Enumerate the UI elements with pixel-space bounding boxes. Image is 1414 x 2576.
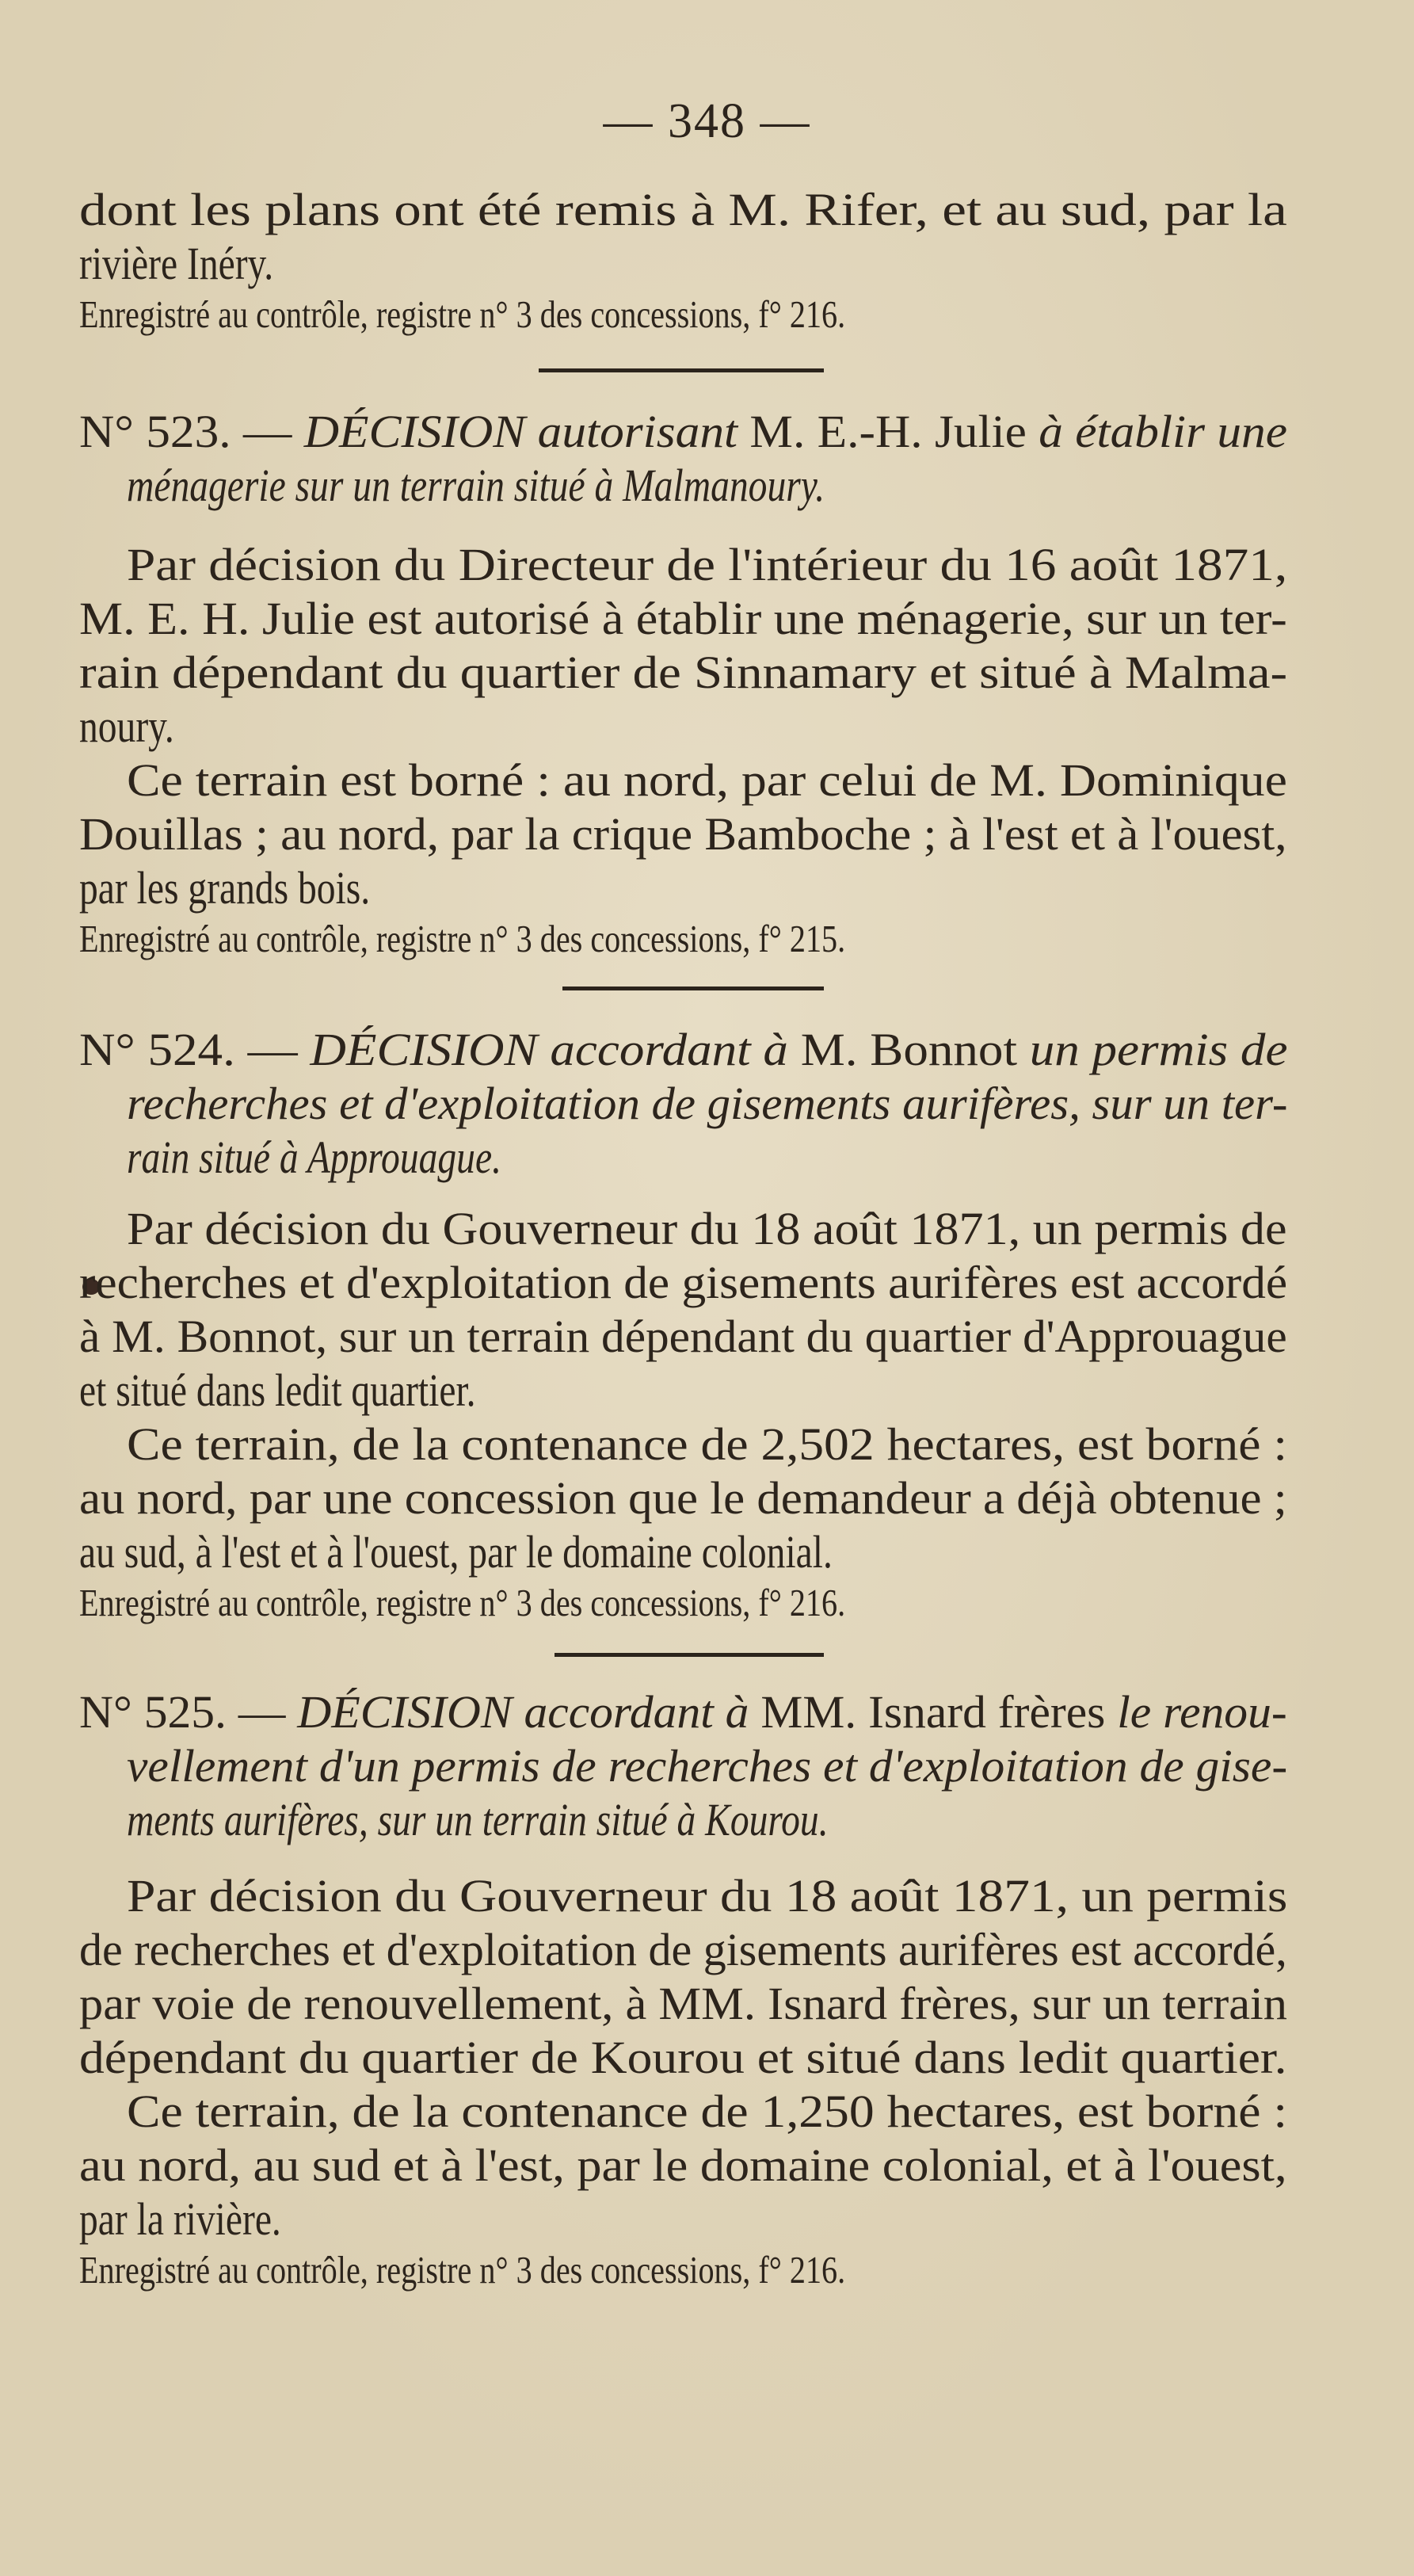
registration-note: Enregistré au contrôle, registre n° 3 des concessions, f° 216. <box>79 292 846 336</box>
entry-525-paragraph-line: par voie de renouvellement, à MM. Isnard frères, sur un terrain <box>79 1978 1288 2029</box>
entry-523-paragraph-line: Par décision du Directeur de l'intérieur du 16 août 1871, <box>127 539 1288 590</box>
decision-title: DÉCISION accordant à <box>297 1686 761 1738</box>
entry-number: N° 523. — <box>79 406 304 457</box>
entry-524-paragraph-line: et situé dans ledit quartier. <box>79 1364 476 1416</box>
decision-object: à établir une <box>1039 406 1287 457</box>
entry-525-heading-line-1 <box>79 1686 1287 1738</box>
entry-523-paragraph-line: Ce terrain est borné : au nord, par celui de M. Dominique <box>127 754 1287 806</box>
decision-title: DÉCISION accordant à <box>310 1024 801 1075</box>
entry-523-heading-line-2: ménagerie sur un terrain situé à Malmanoury. <box>127 460 825 511</box>
entry-524-paragraph-line: à M. Bonnot, sur un terrain dépendant du quartier d'Approuague <box>79 1311 1287 1362</box>
entry-number: N° 525. — <box>79 1686 298 1738</box>
page-number: — 348 — <box>603 94 811 148</box>
continuation-line-2: rivière Inéry. <box>79 238 274 289</box>
person-name: M. Bonnot <box>800 1024 1030 1075</box>
entry-525-paragraph-line: Par décision du Gouverneur du 18 août 1871, un permis <box>127 1870 1288 1922</box>
entry-525-heading-line-3: ments aurifères, sur un terrain situé à Kourou. <box>127 1794 829 1845</box>
entry-523-paragraph-line: M. E. H. Julie est autorisé à établir une ménagerie, sur un ter- <box>79 593 1287 644</box>
entry-523-heading-line-1 <box>79 406 1287 457</box>
entry-523-paragraph-line: par les grands bois. <box>79 862 371 914</box>
section-divider <box>562 987 824 990</box>
entry-number: N° 524. — <box>79 1024 311 1075</box>
registration-note: Enregistré au contrôle, registre n° 3 des concessions, f° 215. <box>79 917 846 960</box>
person-name: M. E.-H. Julie <box>749 406 1039 457</box>
section-divider <box>539 368 824 372</box>
entry-523-paragraph-line: rain dépendant du quartier de Sinnamary et situé à Malma- <box>79 647 1288 698</box>
registration-note: Enregistré au contrôle, registre n° 3 des concessions, f° 216. <box>79 2248 846 2292</box>
entry-525-heading-line-2: vellement d'un permis de recherches et d'exploitation de gise- <box>127 1740 1288 1792</box>
decision-object: un permis de <box>1029 1024 1288 1075</box>
decision-object: le renou- <box>1117 1686 1287 1738</box>
entry-525-paragraph-line: Ce terrain, de la contenance de 1,250 hectares, est borné : <box>127 2086 1288 2137</box>
continuation-line-1: dont les plans ont été remis à M. Rifer, et au sud, par la <box>79 184 1287 235</box>
entry-525-paragraph-line: dépendant du quartier de Kourou et situé dans ledit quartier. <box>79 2032 1287 2083</box>
entry-524-heading-line-1 <box>79 1024 1288 1075</box>
entry-524-paragraph-line: au nord, par une concession que le demandeur a déjà obtenue ; <box>79 1472 1287 1524</box>
person-name: MM. Isnard frères <box>760 1686 1118 1738</box>
decision-title: DÉCISION autorisant <box>303 406 750 457</box>
entry-523-paragraph-line: noury. <box>79 700 174 752</box>
entry-524-paragraph-line: recherches et d'exploitation de gisements aurifères est accordé <box>79 1257 1288 1308</box>
entry-524-heading-line-2: recherches et d'exploitation de gisements aurifères, sur un ter- <box>127 1078 1288 1129</box>
entry-524-heading-line-3: rain situé à Approuague. <box>127 1132 501 1183</box>
registration-note: Enregistré au contrôle, registre n° 3 des concessions, f° 216. <box>79 1581 846 1624</box>
entry-523-paragraph-line: Douillas ; au nord, par la crique Bamboche ; à l'est et à l'ouest, <box>79 808 1287 860</box>
entry-524-paragraph-line: Par décision du Gouverneur du 18 août 1871, un permis de <box>127 1203 1287 1254</box>
entry-525-paragraph-line: au nord, au sud et à l'est, par le domaine colonial, et à l'ouest, <box>79 2139 1287 2191</box>
entry-525-paragraph-line: par la rivière. <box>79 2193 281 2245</box>
section-divider <box>555 1653 824 1657</box>
entry-524-paragraph-line: Ce terrain, de la contenance de 2,502 hectares, est borné : <box>127 1418 1288 1470</box>
entry-525-paragraph-line: de recherches et d'exploitation de gisements aurifères est accordé, <box>79 1924 1287 1975</box>
entry-524-paragraph-line: au sud, à l'est et à l'ouest, par le domaine colonial. <box>79 1526 833 1578</box>
